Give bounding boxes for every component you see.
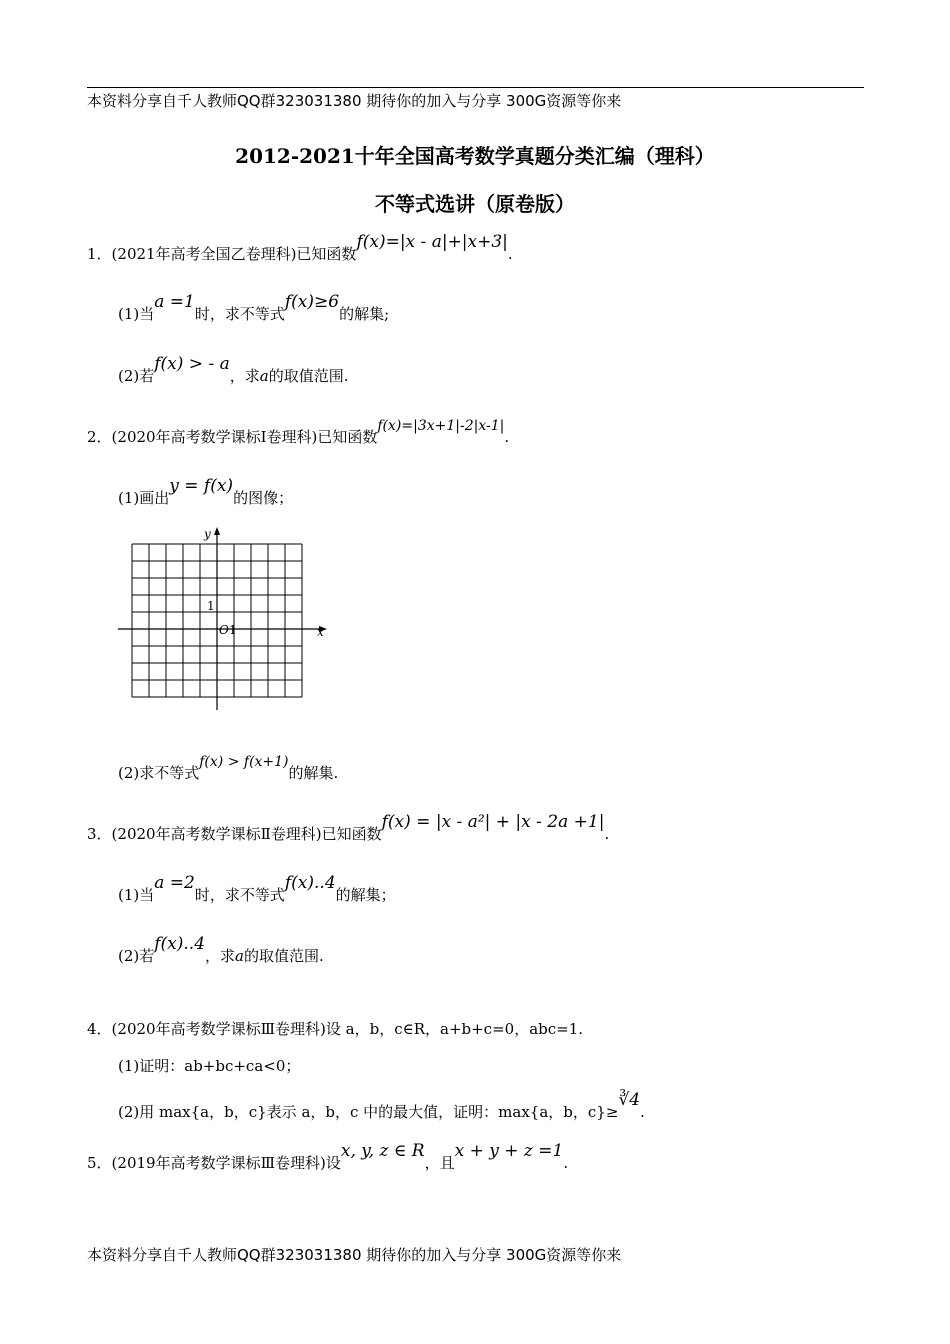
problem-1-stem: 1．(2021年高考全国乙卷理科)已知函数f(x)=|x - a|+|x+3|. — [87, 232, 513, 263]
formula: f(x)≥6 — [284, 292, 340, 312]
formula: f(x)..4 — [154, 934, 206, 954]
problem-4-part-2: (2)用 max{a，b，c}表示 a，b，c 中的最大值，证明：max{a，b，c}≥∛4. — [118, 1090, 645, 1121]
formula: f(x) = |x - a²| + |x - 2a +1| — [381, 812, 605, 832]
y-axis-label: y — [204, 527, 211, 541]
formula: x, y, z ∈ R — [340, 1141, 425, 1161]
formula: ∛4 — [618, 1090, 641, 1110]
x-tick-label: 1 — [229, 623, 237, 637]
y-axis-arrow — [214, 527, 220, 535]
problem-4-stem: 4．(2020年高考数学课标Ⅲ卷理科)设 a，b，c∈R，a+b+c=0，abc=1. — [87, 1020, 584, 1038]
problem-2-stem: 2．(2020年高考数学课标Ⅰ卷理科)已知函数f(x)=|3x+1|-2|x-1|. — [87, 418, 510, 446]
problem-5-stem: 5．(2019年高考数学课标Ⅲ卷理科)设x, y, z ∈ R，且x + y + z =1. — [87, 1141, 569, 1172]
formula: x + y + z =1 — [454, 1141, 564, 1161]
header-rule — [87, 87, 864, 88]
formula: f(x) > - a — [154, 354, 230, 374]
problem-1-part-2: (2)若f(x) > - a，求a的取值范围. — [118, 354, 349, 385]
formula: a =1 — [154, 292, 195, 312]
problem-3-part-2: (2)若f(x)..4，求a的取值范围. — [118, 934, 324, 965]
x-axis-label: x — [317, 625, 324, 639]
problem-1-part-1: (1)当a =1时，求不等式f(x)≥6的解集; — [118, 292, 390, 323]
problem-3-part-1: (1)当a =2时，求不等式f(x)..4的解集； — [118, 873, 396, 904]
problem-3-stem: 3．(2020年高考数学课标Ⅱ卷理科)已知函数f(x) = |x - a²| + |x - 2a +1|. — [87, 812, 610, 843]
formula: y = f(x) — [169, 476, 234, 496]
document-subtitle: 不等式选讲（原卷版） — [375, 192, 575, 216]
formula: a =2 — [154, 873, 195, 893]
problem-2-part-2: (2)求不等式f(x) > f(x+1)的解集. — [118, 754, 339, 782]
origin-label: O — [219, 623, 229, 637]
formula: f(x)=|3x+1|-2|x-1| — [377, 418, 505, 434]
problem-4-part-1: (1)证明：ab+bc+ca<0； — [118, 1057, 301, 1075]
document-title: 2012-2021十年全国高考数学真题分类汇编（理科） — [235, 144, 715, 168]
problem-2-part-1: (1)画出y = f(x)的图像； — [118, 476, 294, 507]
page-header: 本资料分享自千人教师QQ群323031380 期待你的加入与分享 300G资源等你来 — [87, 92, 622, 110]
page-footer: 本资料分享自千人教师QQ群323031380 期待你的加入与分享 300G资源等你来 — [87, 1246, 622, 1264]
formula: f(x)=|x - a|+|x+3| — [356, 232, 508, 252]
formula: f(x)..4 — [284, 873, 336, 893]
y-tick-label: 1 — [207, 599, 215, 613]
formula: f(x) > f(x+1) — [199, 754, 289, 770]
coordinate-grid — [118, 526, 330, 712]
